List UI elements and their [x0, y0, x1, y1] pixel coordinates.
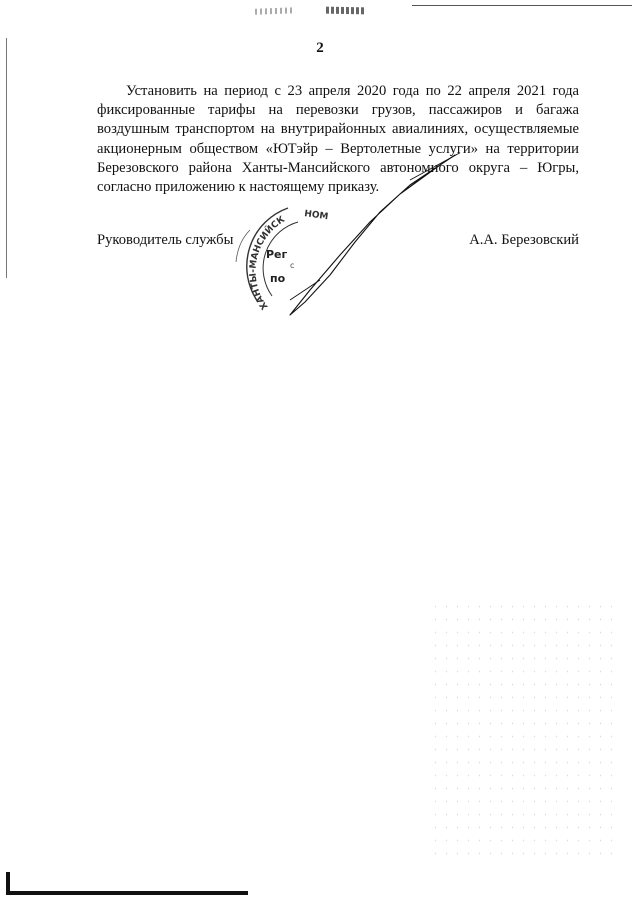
page-number: 2 — [316, 40, 324, 56]
scan-edge-line — [6, 38, 7, 278]
scan-edge-line — [412, 5, 632, 6]
stamp-ring-text: ХАНТЫ-МАНСИЙСК — [248, 214, 287, 312]
stamp-line-2: с — [290, 261, 295, 270]
order-paragraph: Установить на период с 23 апреля 2020 года по 22 апреля 2021 года фиксированные тарифы на перевозки грузов, пассажиров и багажа воздушным транспортом на внутрирайонных авиалиниях, осуществляемые акционерным обществом «ЮТэйр – Вертолетные услуги» на территории Березовского района Ханты-Мансийского автономного округа – Югры, согласно приложению к настоящему приказу. — [97, 83, 579, 196]
stamp-top-text: НОМ — [303, 209, 329, 223]
signer-title: Руководитель службы — [97, 232, 234, 248]
scan-noise — [430, 600, 620, 860]
scan-edge-mark — [6, 891, 248, 895]
stamp-line-3: по — [270, 272, 286, 285]
scan-artifact — [255, 7, 295, 14]
handwritten-signature — [260, 150, 460, 320]
signer-name: А.А. Березовский — [469, 232, 579, 248]
scan-artifact — [326, 7, 366, 15]
stamp-line-1: Рег — [266, 248, 288, 261]
